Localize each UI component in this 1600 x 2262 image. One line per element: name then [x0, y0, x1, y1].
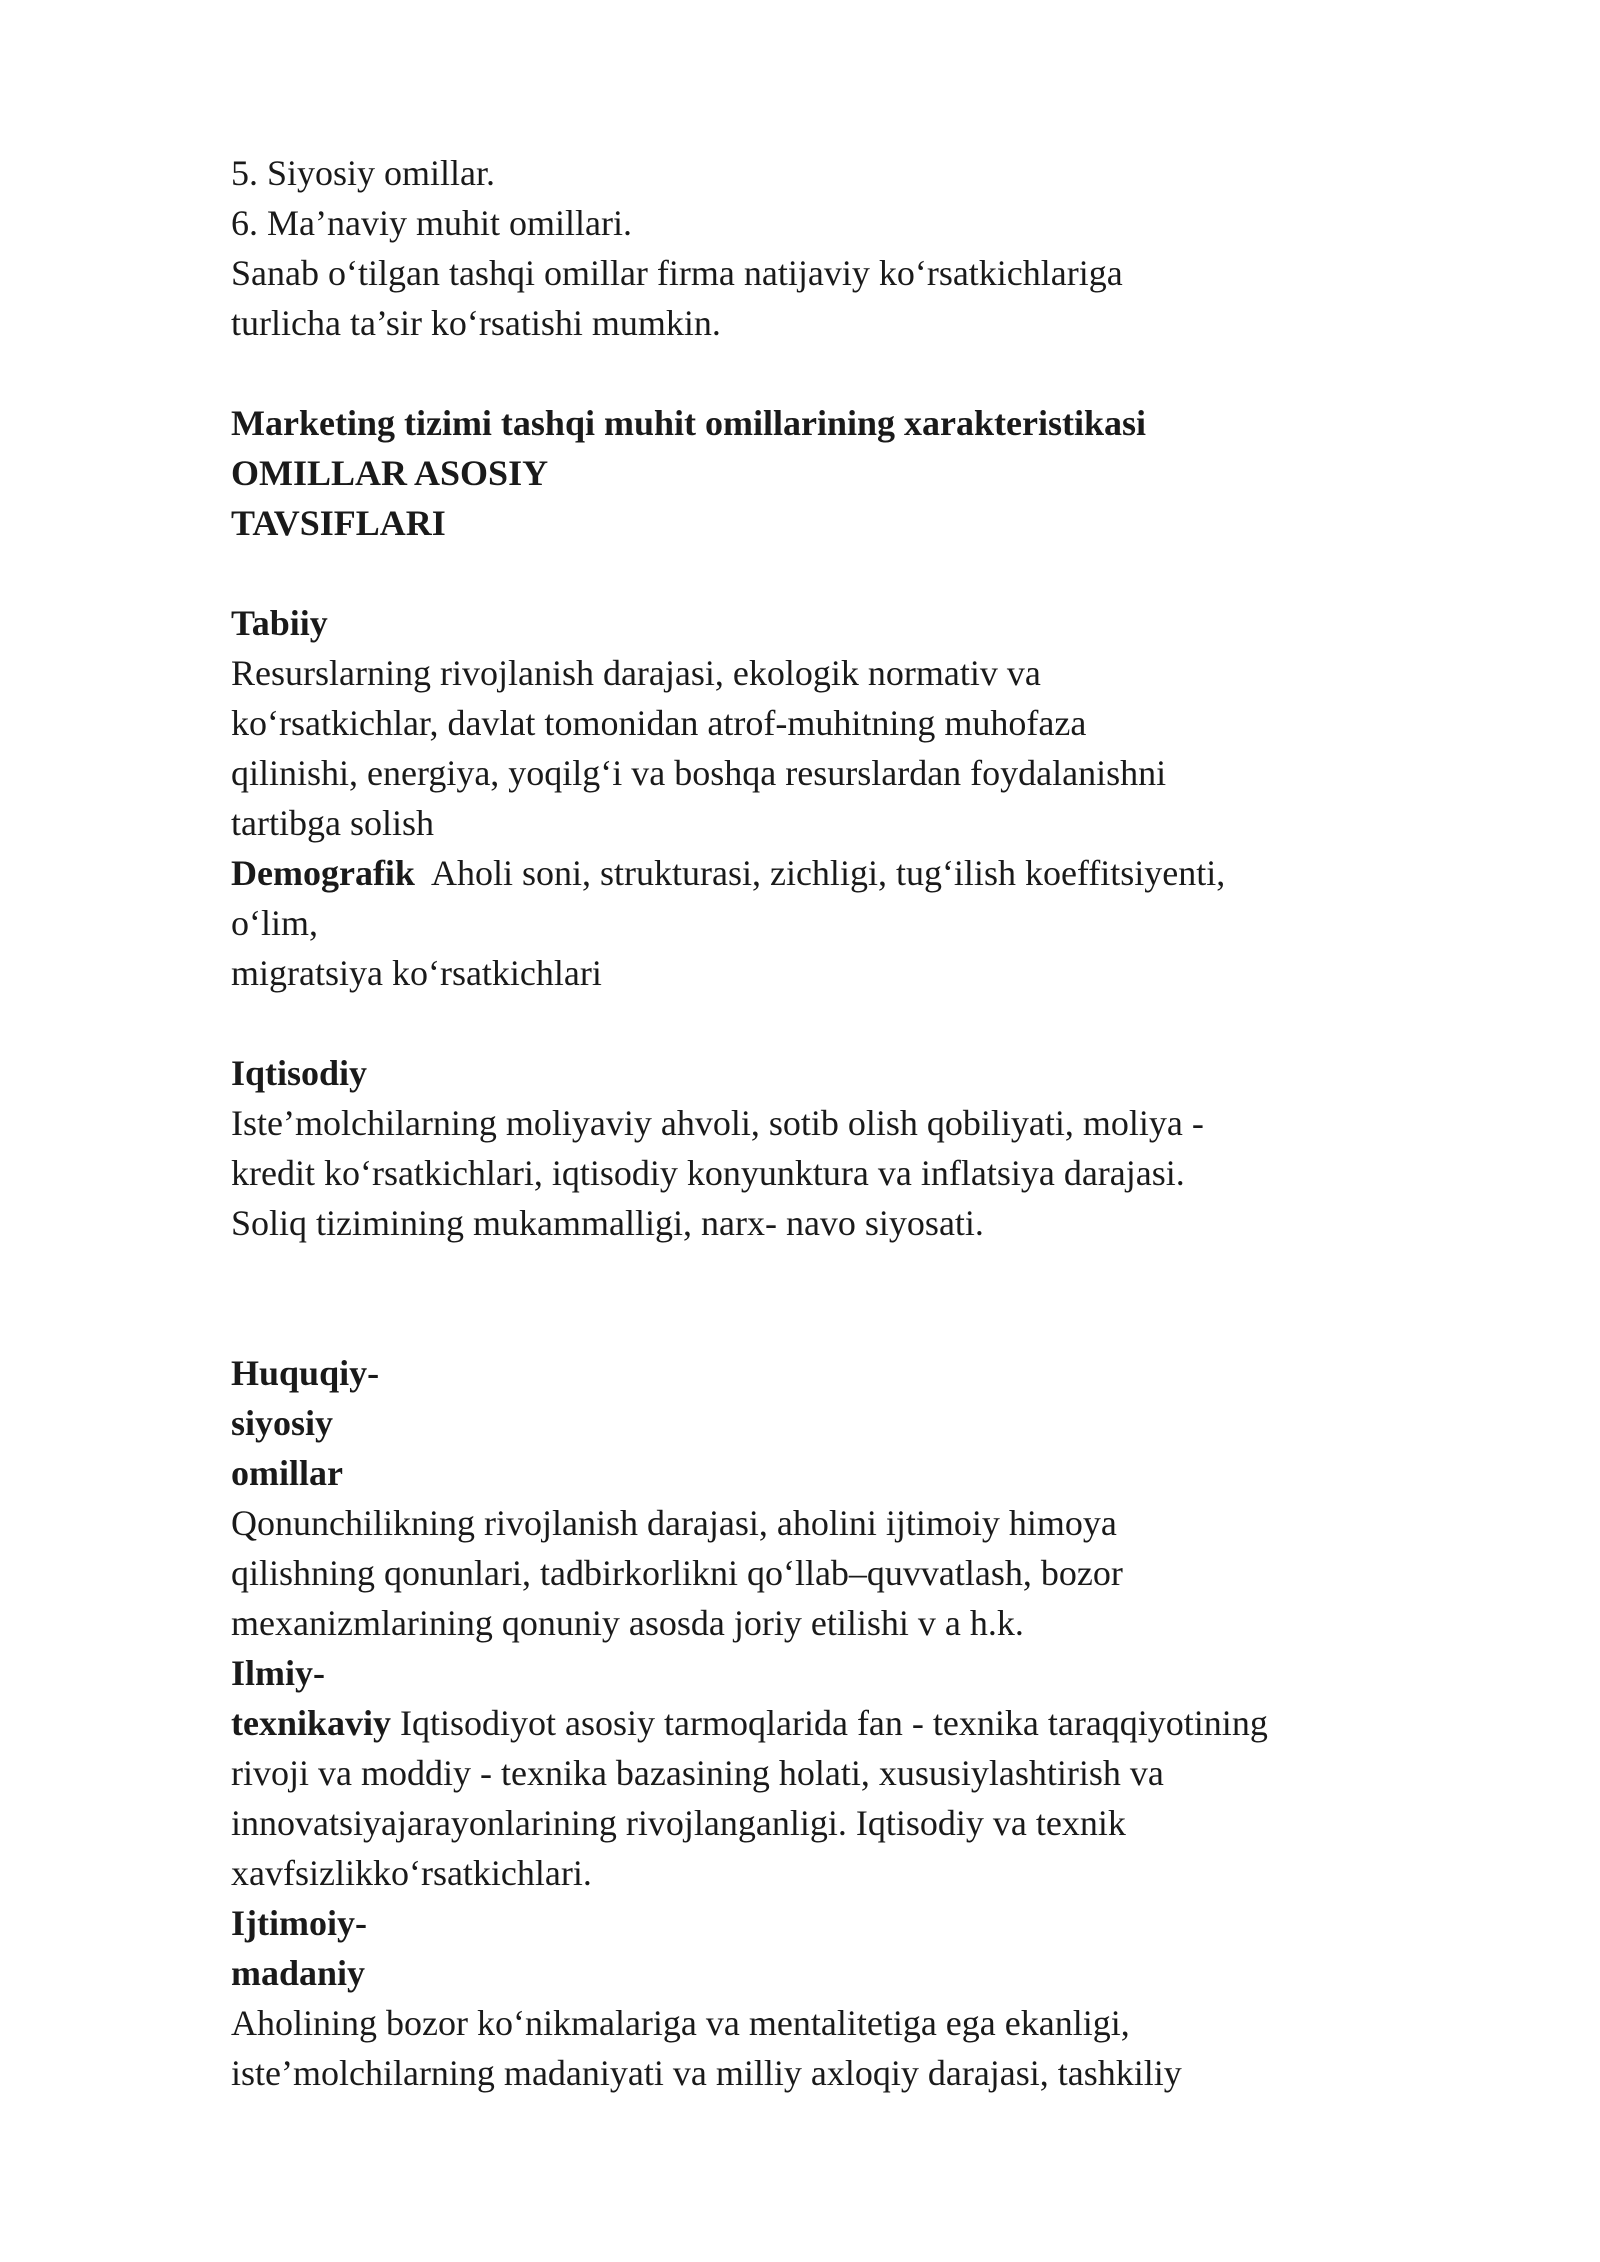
- table-header-col1: OMILLAR ASOSIY: [231, 453, 549, 493]
- factor-desc-line: tartibga solish: [231, 803, 434, 843]
- document-body: [231, 148, 1431, 2098]
- factor-desc-line: innovatsiyajarayonlarining rivojlanganligi. Iqtisodiy va texnik: [231, 1803, 1126, 1843]
- factor-desc-line: xavfsizlikko‘rsatkichlari.: [231, 1853, 592, 1893]
- factor-desc-line: Soliq tizimining mukammalligi, narx- navo siyosati.: [231, 1203, 984, 1243]
- factor-desc-line: ko‘rsatkichlar, davlat tomonidan atrof-muhitning muhofaza: [231, 703, 1087, 743]
- intro-line-1: Sanab o‘tilgan tashqi omillar firma natijaviy ko‘rsatkichlariga: [231, 253, 1123, 293]
- factor-row-demografik: [231, 848, 1431, 898]
- factor-title-ilmiy-2: texnikaviy: [231, 1703, 392, 1743]
- factor-desc-line: Aholining bozor ko‘nikmalariga va mentalitetiga ega ekanligi,: [231, 2003, 1130, 2043]
- spacer: [231, 348, 1431, 398]
- factor-desc-line: iste’molchilarning madaniyati va milliy axloqiy darajasi, tashkiliy: [231, 2053, 1182, 2093]
- section-heading: Marketing tizimi tashqi muhit omillarining xarakteristikasi: [231, 403, 1146, 443]
- factor-title-iqtisodiy: Iqtisodiy: [231, 1053, 368, 1093]
- spacer: [231, 1248, 1431, 1348]
- table-header-col2: TAVSIFLARI: [231, 503, 446, 543]
- spacer: [231, 548, 1431, 598]
- factor-desc-line: kredit ko‘rsatkichlari, iqtisodiy konyunktura va inflatsiya darajasi.: [231, 1153, 1185, 1193]
- intro-line-2: turlicha ta’sir ko‘rsatishi mumkin.: [231, 303, 721, 343]
- list-item-6: 6. Ma’naviy muhit omillari.: [231, 203, 632, 243]
- factor-title-ilmiy-1: Ilmiy-: [231, 1653, 325, 1693]
- factor-desc-line: rivoji va moddiy - texnika bazasining holati, xususiylashtirish va: [231, 1753, 1164, 1793]
- factor-desc-line: qilinishi, energiya, yoqilg‘i va boshqa resurslardan foydalanishni: [231, 753, 1167, 793]
- factor-desc-line: Iste’molchilarning moliyaviy ahvoli, sotib olish qobiliyati, moliya -: [231, 1103, 1204, 1143]
- factor-desc-line: Qonunchilikning rivojlanish darajasi, aholini ijtimoiy himoya: [231, 1503, 1117, 1543]
- factor-title-ijtimoiy-2: madaniy: [231, 1953, 366, 1993]
- factor-desc-line: qilishning qonunlari, tadbirkorlikni qo‘llab–quvvatlash, bozor: [231, 1553, 1123, 1593]
- factor-desc-line: o‘lim,: [231, 903, 318, 943]
- factor-desc-line: Resurslarning rivojlanish darajasi, ekologik normativ va: [231, 653, 1041, 693]
- factor-title-tabiiy: Tabiiy: [231, 603, 328, 643]
- spacer: [231, 998, 1431, 1048]
- factor-desc-line: mexanizmlarining qonuniy asosda joriy etilishi v a h.k.: [231, 1603, 1024, 1643]
- factor-desc-inline: Iqtisodiyot asosiy tarmoqlarida fan - texnika taraqqiyotining: [391, 1703, 1268, 1743]
- factor-row-ilmiy: [231, 1698, 1431, 1748]
- factor-title-huquqiy-3: omillar: [231, 1453, 343, 1493]
- factor-title-huquqiy-1: Huquqiy-: [231, 1353, 380, 1393]
- factor-title-ijtimoiy-1: Ijtimoiy-: [231, 1903, 367, 1943]
- factor-title-huquqiy-2: siyosiy: [231, 1403, 334, 1443]
- list-item-5: 5. Siyosiy omillar.: [231, 153, 496, 193]
- factor-desc-line: migratsiya ko‘rsatkichlari: [231, 953, 602, 993]
- factor-title-demografik: Demografik: [231, 853, 415, 893]
- factor-desc-inline: Aholi soni, strukturasi, zichligi, tug‘ilish koeffitsiyenti,: [414, 853, 1226, 893]
